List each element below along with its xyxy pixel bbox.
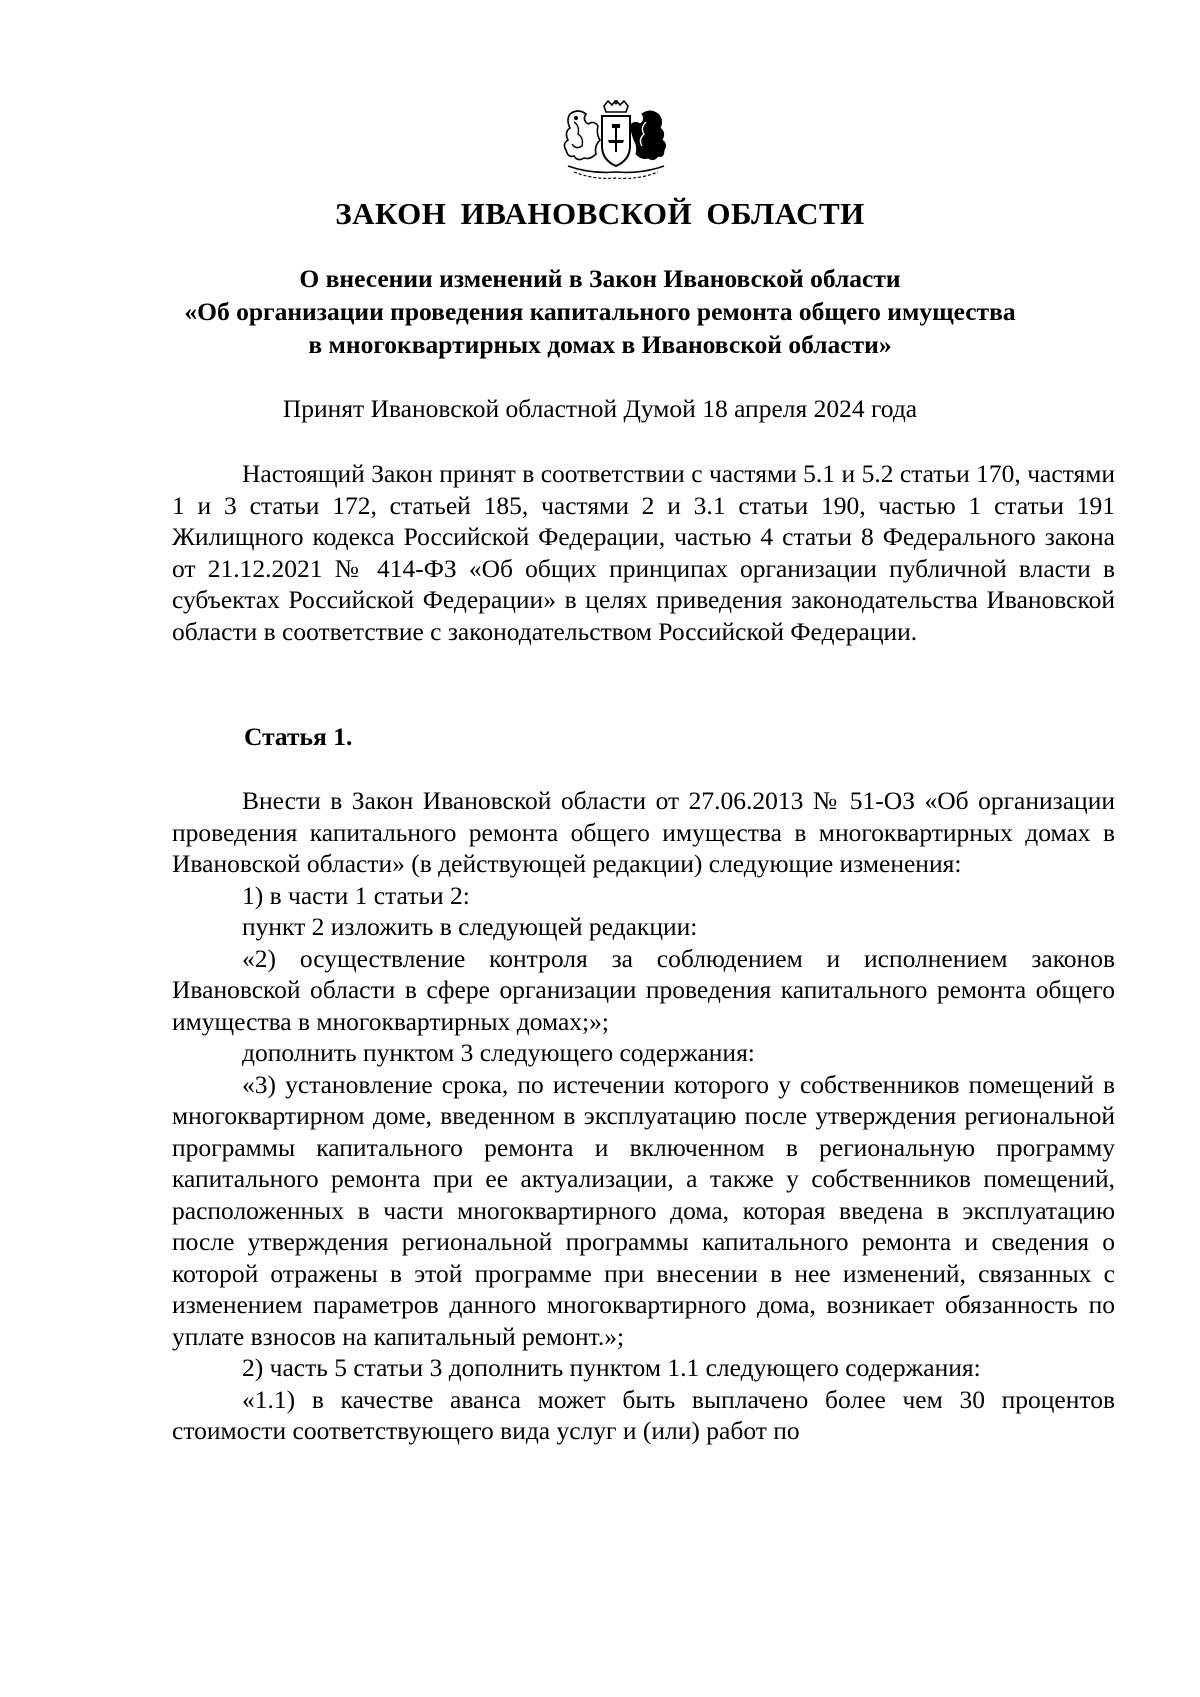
article-paragraph: «3) установление срока, по истечении которого у собственников помещений в многоквартирном доме, введенном в эксплуатацию после утверждения региональной программы капитального ремонта и включенном в региональную программу капитального ремонта при ее актуализации, а также у собственников помещений, расположенных в части многоквартирного дома, которая введена в эксплуатацию после утверждения региональной программы капитального ремонта и сведения о которой отражены в этой программе при внесении в нее изменений, связанных с изменением параметров данного многоквартирного дома, возникает обязанность по уплате взносов на капитальный ремонт.»;	[172, 1069, 1115, 1351]
article-paragraph: «1.1) в качестве аванса может быть выплачено более чем 30 процентов стоимости соответствующего вида услуг и (или) работ по	[172, 1384, 1115, 1445]
article-paragraph: 1) в части 1 статьи 2:	[242, 880, 470, 910]
article-paragraph: «2) осуществление контроля за соблюдением и исполнением законов Ивановской области в сфере организации проведения капитального ремонта общего имущества в многоквартирных домах;»;	[172, 943, 1115, 1036]
adoption-line: Принят Ивановской областной Думой 18 апреля 2024 года	[282, 394, 918, 423]
law-subtitle	[150, 262, 1050, 361]
subtitle-line: О внесении изменений в Закон Ивановской области	[299, 264, 901, 293]
coat-of-arms-icon	[560, 100, 668, 182]
subtitle-line: в многоквартирных домах в Ивановской области»	[308, 330, 892, 359]
preamble-paragraph: Настоящий Закон принят в соответствии с частями 5.1 и 5.2 статьи 170, частями 1 и 3 статьи 172, статьей 185, частями 2 и 3.1 статьи 190, частью 1 статьи 191 Жилищного кодекса Российской Федерации, частью 4 статьи 8 Федерального закона от 21.12.2021 № 414-ФЗ «Об общих принципах организации публичной власти в субъектах Российской Федерации» в целях приведения законодательства Ивановской области в соответствие с законодательством Российской Федерации.	[172, 459, 1115, 646]
article-paragraph: пункт 2 изложить в следующей редакции:	[242, 912, 698, 941]
article-paragraph: 2) часть 5 статьи 3 дополнить пунктом 1.1 следующего содержания:	[242, 1353, 981, 1382]
subtitle-line: «Об организации проведения капитального ремонта общего имущества	[184, 297, 1016, 326]
article-heading: Статья 1.	[244, 722, 353, 751]
article-body	[172, 785, 1115, 1447]
article-paragraph: дополнить пунктом 3 следующего содержания:	[242, 1038, 755, 1067]
article-paragraph: Внести в Закон Ивановской области от 27.06.2013 № 51-ОЗ «Об организации проведения капитального ремонта общего имущества в многоквартирных домах в Ивановской области» (в действующей редакции) следующие изменения:	[172, 786, 1115, 878]
preamble-block	[172, 458, 1115, 647]
law-title: ЗАКОН ИВАНОВСКОЙ ОБЛАСТИ	[335, 196, 865, 231]
